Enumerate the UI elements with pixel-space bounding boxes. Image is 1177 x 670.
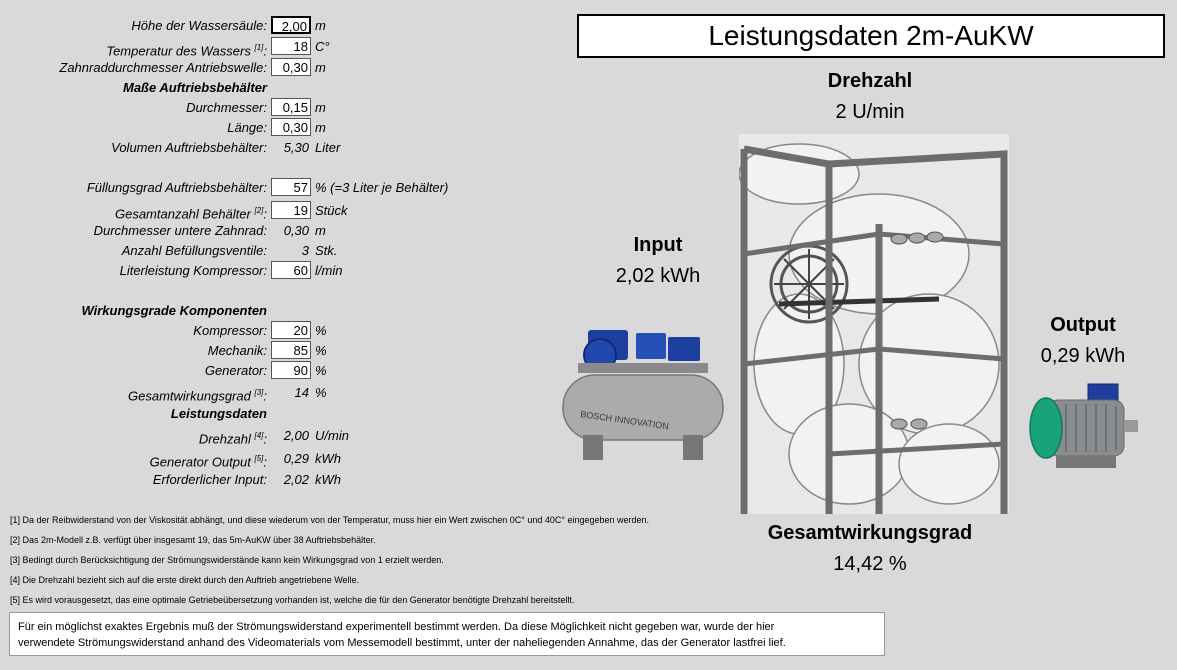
- laenge-input[interactable]: 0,30: [271, 118, 311, 136]
- gesamt-value: 14: [294, 385, 309, 400]
- note-line-2: verwendete Strömungswiderstand anhand des Videomaterials vom Messemodell bestimmt, unter der naheliegenden Annahme, das der Generator lastfrei lief.: [18, 637, 786, 649]
- ventile-label: Anzahl Befüllungsventile:: [121, 243, 267, 258]
- note-line-1: Für ein möglichst exaktes Ergebnis muß der Strömungswiderstand experimentell bestimmt werden. Da diese Möglichkeit nicht gegeben war, wurde der hier: [18, 621, 775, 633]
- anzahl-input[interactable]: 19: [271, 201, 311, 219]
- footnote-1: [1] Da der Reibwiderstand von der Viskosität abhängt, und diese wiederum von der Temperatur, muss hier ein Wert zwischen 0C° und 40C° eingegeben werden.: [10, 515, 650, 525]
- fuell-input[interactable]: 57: [271, 178, 311, 196]
- drehzahl-value: 2,00: [283, 428, 309, 443]
- footnote-3: [3] Bedingt durch Berücksichtigung der Strömungswiderstände kann kein Wirkungsgrad von 1 erzielt werden.: [10, 555, 444, 565]
- kompressor-label: Kompressor:: [193, 323, 267, 338]
- leistung-header: Leistungsdaten: [170, 406, 267, 421]
- footnote-5: [5] Es wird vorausgesetzt, das eine optimale Getriebeübersetzung vorhanden ist, welche die für den Generator benötigte Drehzahl bereitstellt.: [10, 595, 575, 605]
- generator-label: Generator:: [204, 363, 267, 378]
- gesamt-display: 14,42 %: [833, 553, 907, 575]
- untere-value: 0,30: [283, 223, 309, 238]
- mechanik-label: Mechanik:: [207, 343, 267, 358]
- generator-unit: %: [315, 363, 327, 378]
- durchmesser-unit: m: [315, 100, 326, 115]
- temp-input[interactable]: 18: [271, 37, 311, 55]
- input-display: 2,02 kWh: [615, 265, 701, 287]
- laenge-label: Länge:: [227, 120, 267, 135]
- input-unit: kWh: [315, 472, 341, 487]
- durchmesser-input[interactable]: 0,15: [271, 98, 311, 116]
- masse-header: Maße Auftriebsbehälter: [123, 80, 267, 95]
- input-heading: Input: [633, 234, 683, 256]
- kompressor-input[interactable]: 20: [271, 321, 311, 339]
- gesamt-heading: Gesamtwirkungsgrad: [767, 522, 973, 544]
- fuell-label: Füllungsgrad Auftriebsbehälter:: [86, 180, 267, 195]
- compressor-brand: BOSCH INNOVATION: [579, 409, 670, 432]
- drehzahl-label: Drehzahl [4]:: [198, 431, 267, 447]
- temp-unit: C°: [315, 39, 330, 54]
- drehzahl-heading: Drehzahl: [827, 70, 913, 92]
- liter-label: Literleistung Kompressor:: [119, 263, 267, 278]
- zahnrad-label: Zahnraddurchmesser Antriebswelle:: [59, 60, 267, 75]
- fuell-unit: % (=3 Liter je Behälter): [315, 180, 449, 195]
- volumen-label: Volumen Auftriebsbehälter:: [111, 140, 267, 155]
- generator-input[interactable]: 90: [271, 361, 311, 379]
- output-display: 0,29 kWh: [1040, 345, 1126, 367]
- drehzahl-unit: U/min: [315, 428, 349, 443]
- genout-value: 0,29: [283, 451, 309, 466]
- drehzahl-display: 2 U/min: [835, 101, 905, 123]
- mechanik-unit: %: [315, 343, 327, 358]
- gesamt-label: Gesamtwirkungsgrad [3]:: [128, 388, 267, 404]
- gesamt-unit: %: [315, 385, 327, 400]
- genout-label: Generator Output [5]:: [149, 454, 267, 470]
- kompressor-unit: %: [315, 323, 327, 338]
- liter-unit: l/min: [315, 263, 343, 278]
- generator-illustration: [1026, 382, 1144, 472]
- liter-input[interactable]: 60: [271, 261, 311, 279]
- wirk-header: Wirkungsgrade Komponenten: [81, 303, 267, 318]
- hoehe-label: Höhe der Wassersäule:: [131, 18, 267, 33]
- note-box: [9, 612, 885, 656]
- panel-title: Leistungsdaten 2m-AuKW: [577, 14, 1165, 58]
- untere-unit: m: [315, 223, 326, 238]
- volumen-value: 5,30: [283, 140, 309, 155]
- aukw-machine-illustration: [739, 134, 1009, 514]
- input-label: Erforderlicher Input:: [152, 472, 267, 487]
- zahnrad-unit: m: [315, 60, 326, 75]
- volumen-unit: Liter: [315, 140, 341, 155]
- hoehe-unit: m: [315, 18, 326, 33]
- temp-label: Temperatur des Wassers [1]:: [106, 43, 267, 59]
- mechanik-input[interactable]: 85: [271, 341, 311, 359]
- anzahl-label: Gesamtanzahl Behälter [2]:: [114, 206, 267, 222]
- laenge-unit: m: [315, 120, 326, 135]
- input-value: 2,02: [283, 472, 309, 487]
- footnote-2: [2] Das 2m-Modell z.B. verfügt über insgesamt 19, das 5m-AuKW über 38 Auftriebsbehälter.: [10, 535, 376, 545]
- footnote-4: [4] Die Drehzahl bezieht sich auf die erste direkt durch den Auftrieb angetriebene Welle.: [10, 575, 360, 585]
- compressor-illustration: [558, 325, 728, 465]
- untere-label: Durchmesser untere Zahnrad:: [93, 223, 267, 238]
- durchmesser-label: Durchmesser:: [186, 100, 267, 115]
- zahnrad-input[interactable]: 0,30: [271, 58, 311, 76]
- ventile-unit: Stk.: [315, 243, 338, 258]
- anzahl-unit: Stück: [315, 203, 348, 218]
- genout-unit: kWh: [315, 451, 341, 466]
- ventile-value: 3: [301, 243, 309, 258]
- output-heading: Output: [1050, 314, 1116, 336]
- hoehe-input[interactable]: 2,00: [271, 16, 311, 34]
